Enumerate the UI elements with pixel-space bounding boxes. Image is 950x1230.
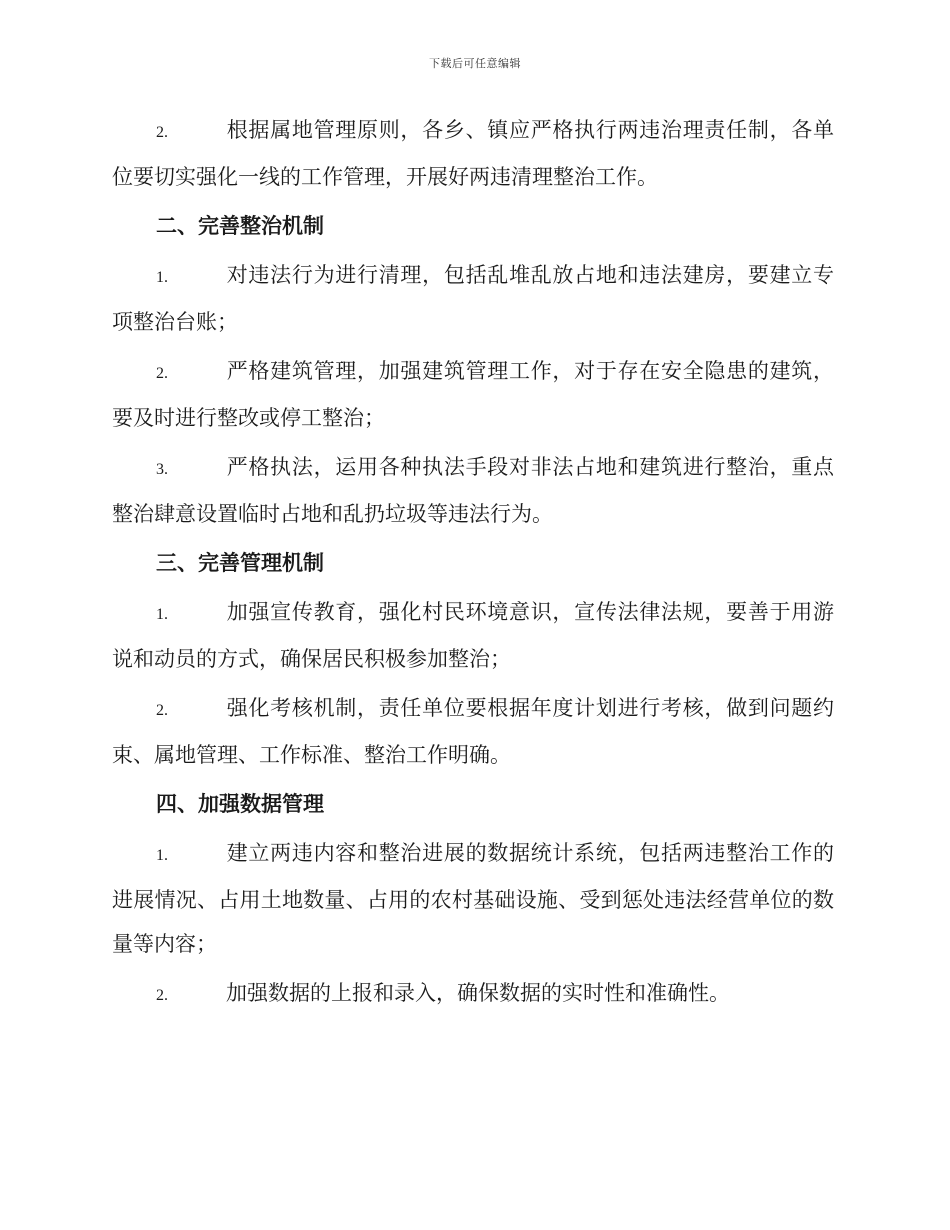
paragraph [112,445,834,536]
paragraph-text: 严格执法，运用各种执法手段对非法占地和建筑进行整治，重点整治肆意设置临时占地和乱扔垃圾等违法行为。 [112,455,834,526]
paragraph [112,349,834,440]
paragraph [112,590,834,681]
paragraph-text: 加强宣传教育，强化村民环境意识，宣传法律法规，要善于用游说和动员的方式，确保居民积极参加整治； [112,600,834,671]
list-number: 1. [156,847,168,864]
list-number: 2. [156,124,168,141]
paragraph-text: 对违法行为进行清理，包括乱堆乱放占地和违法建房，要建立专项整治台账； [112,263,834,334]
section-heading: 三、完善管理机制 [156,551,324,575]
page-header: 下载后可任意编辑 [429,57,521,70]
paragraph [112,253,834,344]
paragraph-text: 根据属地管理原则，各乡、镇应严格执行两违治理责任制，各单位要切实强化一线的工作管理，开展好两违清理整治工作。 [112,118,834,189]
list-number: 1. [156,606,168,623]
list-number: 2. [156,365,168,382]
list-number: 1. [156,269,168,286]
list-number: 2. [156,702,168,719]
paragraph-text: 强化考核机制，责任单位要根据年度计划进行考核，做到问题约束、属地管理、工作标准、整治工作明确。 [112,696,834,767]
paragraph [112,971,834,1018]
section-heading: 四、加强数据管理 [156,792,324,816]
list-number: 2. [156,987,168,1004]
section-heading: 二、完善整治机制 [156,214,324,238]
paragraph-text: 严格建筑管理，加强建筑管理工作，对于存在安全隐患的建筑，要及时进行整改或停工整治； [112,359,834,430]
paragraph-text: 建立两违内容和整治进展的数据统计系统，包括两违整治工作的进展情况、占用土地数量、占用的农村基础设施、受到惩处违法经营单位的数量等内容； [112,841,834,956]
document-body [112,108,834,1023]
list-number: 3. [156,461,168,478]
paragraph [112,831,834,966]
paragraph [112,108,834,199]
paragraph [112,686,834,777]
paragraph-text: 加强数据的上报和录入，确保数据的实时性和准确性。 [226,981,730,1005]
